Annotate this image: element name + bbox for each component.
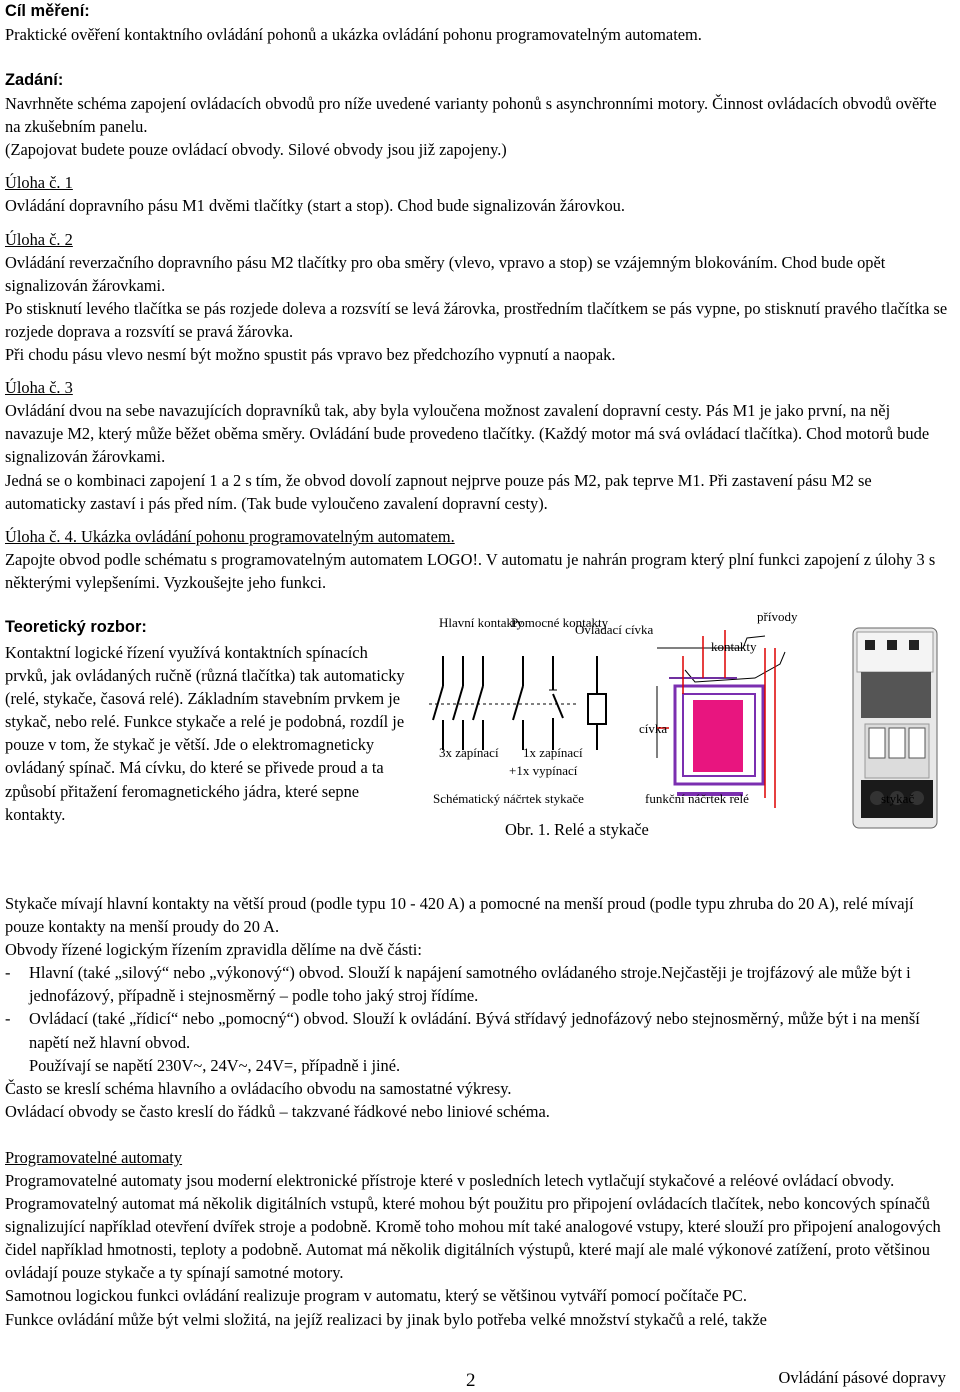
label-coil: cívka [639,720,668,736]
task1-title: Úloha č. 1 [5,173,73,193]
theory-p3: Obvody řízené logickým řízením zpravidla dělíme na dvě části: [5,940,422,960]
goal-text: Praktické ověření kontaktního ovládání pohonů a ukázka ovládání pohonu programovatelným automatem. [5,25,702,44]
assignment-intro: Navrhněte schéma zapojení ovládacích obvodů pro níže uvedené varianty pohonů s asynchronními motory. Činnost ovládacích obvodů ověřte na zkušebním panelu. [5,94,937,137]
bullet-main-circuit: Hlavní (také „silový“ nebo „výkonový“) obvod. Slouží k napájení samotného ovládaného stroje.Nejčastěji je trojfázový ale může být i jednofázový, případně i stejnosměrný – podle toho jaký stroj řídíme. [29,963,911,1006]
plc-p1: Programovatelné automaty jsou moderní elektronické přístroje které v posledních letech vytlačují stykačové a reléové ovládací obvody. Programovatelný automat má několik digitálních vstupů, které mohou být použitu pro připojení ovládacích tlačítek, nebo koncových spínačů signalizující například otevření dvířek stroje a podobně. Kromě toho mohou mít také analogové vstupy, které slouží pro připojení analogových čidel například hmotnosti, teploty a podobně. Automat má několik digitálních výstupů, které mají ale malé výkonové zatížení, proto většinou ovládají pouze stykače a ty spínají samotné motory. [5,1171,941,1283]
plc-p3: Funkce ovládání může být velmi složitá, na jejíž realizaci by jinak bylo potřeba velké množství stykačů a relé, takže [5,1309,767,1329]
task3-p1: Ovládání dvou na sebe navazujících dopravníků tak, aby byla vyloučena možnost zavalení dopravní cesty. Pás M1 je jako první, na něj navazuje M2, který může běžet oběma směry. Ovládání bude provedeno tlačítky. (Každý motor má svá ovládací tlačítka). Chod motorů bude signalizován žárovkami. [5,401,930,467]
task3-title: Úloha č. 3 [5,378,73,398]
theory-p2: Stykače mívají hlavní kontakty na větší proud (podle typu 10 - 420 A) a pomocné na menší proud (podle typu zhruba do 20 A), relé mívají pouze kontakty na menší proudy do 20 A. [5,893,914,937]
task3-p2: Jedná se o kombinaci zapojení 1 a 2 s tím, že obvod dovolí zapnout nejprve pouze pás M2, pak teprve M1. Při zastavení pásu M2 se automaticky zastaví i pás před ním. (Tak bude vyloučeno zavalení dopravní cesty). [5,470,872,513]
theory-heading: Teoretický rozbor: [5,617,147,636]
label-1x-closing: 1x zapínací [523,744,583,760]
task1-text: Ovládání dopravního pásu M1 dvěmi tlačítky (start a stop). Chod bude signalizován žárovkou. [5,196,625,216]
theory-p1: Kontaktní logické řízení využívá kontaktních spínacích prvků, jak ovládaných ručně (různá tlačítka) tak automaticky (relé, stykače, časová relé). Základním stavebním prvkem je stykač, nebo relé. Funkce stykače a relé je podobná, rozdíl je pouze v tom, že stykač je větší. Jde o elektromagneticky ovládaný spínač. Má cívku, do které se přivede proud a ta způsobí přitažení feromagnetického jádra, které sepne kontakty. [5,642,405,824]
goal-heading: Cíl měření: [5,2,90,20]
label-1x-opening: +1x vypínací [509,762,578,778]
label-leads: přívody [757,608,798,624]
caption-contactor: stykač [881,790,915,806]
relay-coil-winding [693,700,743,772]
relay-contactor-figure [425,608,950,858]
page-number: 2 [466,1370,476,1391]
bullet-control-voltages: Používají se napětí 230V~, 24V~, 24V=, případně i jiné. [29,1055,401,1075]
plc-p2: Samotnou logickou funkci ovládání realizuje program v automatu, který se většinou vytváří pomocí počítače PC. [5,1286,747,1306]
contactor-schematic-diagram [425,608,950,858]
label-aux-contacts: Pomocné kontakty [511,614,609,630]
footer-title: Ovládání pásové dopravy [778,1368,946,1387]
task4-title: Úloha č. 4. Ukázka ovládání pohonu programovatelným automatem. [5,526,455,546]
theory-p4: Často se kreslí schéma hlavního a ovládacího obvodu na samostatné výkresy. [5,1078,512,1098]
label-control-coil: Ovládací cívka [575,621,654,637]
assignment-note: (Zapojovat budete pouze ovládací obvody. Silové obvody jsou již zapojeny.) [5,140,507,160]
task2-title: Úloha č. 2 [5,229,73,249]
label-main-contacts: Hlavní kontakty [439,614,524,630]
assignment-heading: Zadání: [5,71,64,90]
label-3x-closing: 3x zapínací [439,744,499,760]
plc-heading: Programovatelné automaty [5,1147,183,1167]
bullet-control-circuit: Ovládací (také „řídicí“ nebo „pomocný“) obvod. Slouží k ovládání. Bývá střídavý jednofázový nebo stejnosměrný, může být i na menší napětí než hlavní obvod. [29,1009,920,1052]
list-item: - Hlavní (také „silový“ nebo „výkonový“) obvod. Slouží k napájení samotného ovládaného stroje.Nejčastěji je trojfázový ale může být i jednofázový, případně i stejnosměrný – podle toho jaký stroj řídíme. [5,961,950,1007]
task4-text: Zapojte obvod podle schématu s programovatelným automatem LOGO!. V automatu je nahrán program který plní funkci zapojení z úlohy 3 s některými vylepšeními. Vyzkoušejte jeho funkci. [5,549,936,592]
theory-section [5,608,950,892]
document-page [5,0,950,1331]
label-contacts: kontakty [711,638,757,654]
list-item: - Ovládací (také „řídicí“ nebo „pomocný“) obvod. Slouží k ovládání. Bývá střídavý jednofázový nebo stejnosměrný, může být i na menší napětí než hlavní obvod. [5,1007,950,1053]
task2-p1: Ovládání reverzačního dopravního pásu M2 tlačítky pro oba směry (vlevo, vpravo a stop) se vzájemným blokováním. Chod bude opět signalizován žárovkami. [5,252,886,295]
caption-relay: funkční náčrtek relé [645,790,749,806]
figure-caption: Obr. 1. Relé a stykače [505,819,649,839]
task2-p2: Po stisknutí levého tlačítka se pás rozjede doleva a rozsvítí se levá žárovka, prostředním tlačítkem se pás vypne, po stisknutí pravého tlačítka se rozjede doprava a rozsvítí se pravá žárovka. [5,298,948,341]
task2-p3: Při chodu pásu vlevo nesmí být možno spustit pás vpravo bez předchozího vypnutí a naopak. [5,345,616,365]
theory-p5: Ovládací obvody se často kreslí do řádků – takzvané řádkové nebo liniové schéma. [5,1101,550,1121]
caption-schematic: Schématický náčrtek stykače [433,790,584,806]
